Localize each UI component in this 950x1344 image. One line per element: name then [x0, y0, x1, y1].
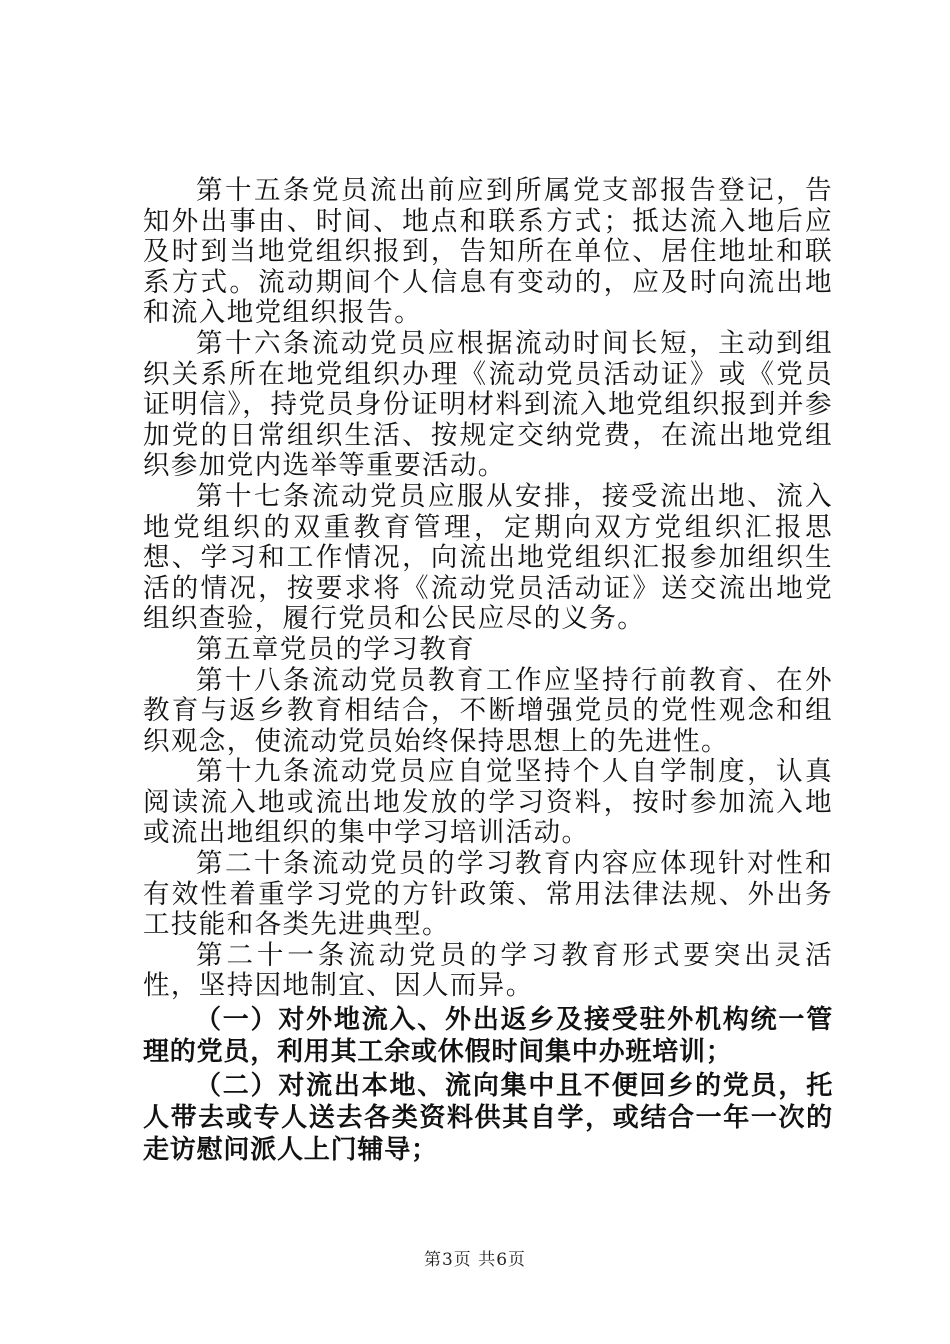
- chapter-heading: 第五章党员的学习教育: [196, 633, 475, 665]
- list-item-2: （二）对流出本地、流向集中且不便回乡的党员，托人带去或专人送去各类资料供其自学，或结合一年一次的走访慰问派人上门辅导；: [143, 1071, 833, 1166]
- article-16-paragraph: 第十六条流动党员应根据流动时间长短，主动到组织关系所在地党组织办理《流动党员活动证》或《党员证明信》，持党员身份证明材料到流入地党组织报到并参加党的日常组织生活、按规定交纳党费，在流出地党组织参加党内选举等重要活动。: [143, 327, 833, 482]
- article-17-paragraph: 第十七条流动党员应服从安排，接受流出地、流入地党组织的双重教育管理，定期向双方党组织汇报思想、学习和工作情况，向流出地党组织汇报参加组织生活的情况，按要求将《流动党员活动证》送交流出地党组织查验，履行党员和公民应尽的义务。: [143, 480, 833, 635]
- article-18-paragraph: 第十八条流动党员教育工作应坚持行前教育、在外教育与返乡教育相结合，不断增强党员的党性观念和组织观念，使流动党员始终保持思想上的先进性。: [143, 664, 833, 757]
- document-body: [143, 176, 833, 1166]
- article-19-paragraph: 第十九条流动党员应自觉坚持个人自学制度，认真阅读流入地或流出地发放的学习资料，按时参加流入地或流出地组织的集中学习培训活动。: [143, 756, 833, 849]
- article-15-paragraph: 第十五条党员流出前应到所属党支部报告登记，告知外出事由、时间、地点和联系方式；抵达流入地后应及时到当地党组织报到，告知所在单位、居住地址和联系方式。流动期间个人信息有变动的，应及时向流出地和流入地党组织报告。: [143, 175, 833, 329]
- page-number-footer: 第3页 共6页: [423, 1250, 527, 1270]
- article-20-paragraph: 第二十条流动党员的学习教育内容应体现针对性和有效性着重学习党的方针政策、常用法律法规、外出务工技能和各类先进典型。: [143, 848, 833, 941]
- list-item-1: （一）对外地流入、外出返乡及接受驻外机构统一管理的党员，利用其工余或休假时间集中办班培训；: [143, 1005, 833, 1068]
- article-21-paragraph: 第二十一条流动党员的学习教育形式要突出灵活性，坚持因地制宜、因人而异。: [143, 939, 833, 1002]
